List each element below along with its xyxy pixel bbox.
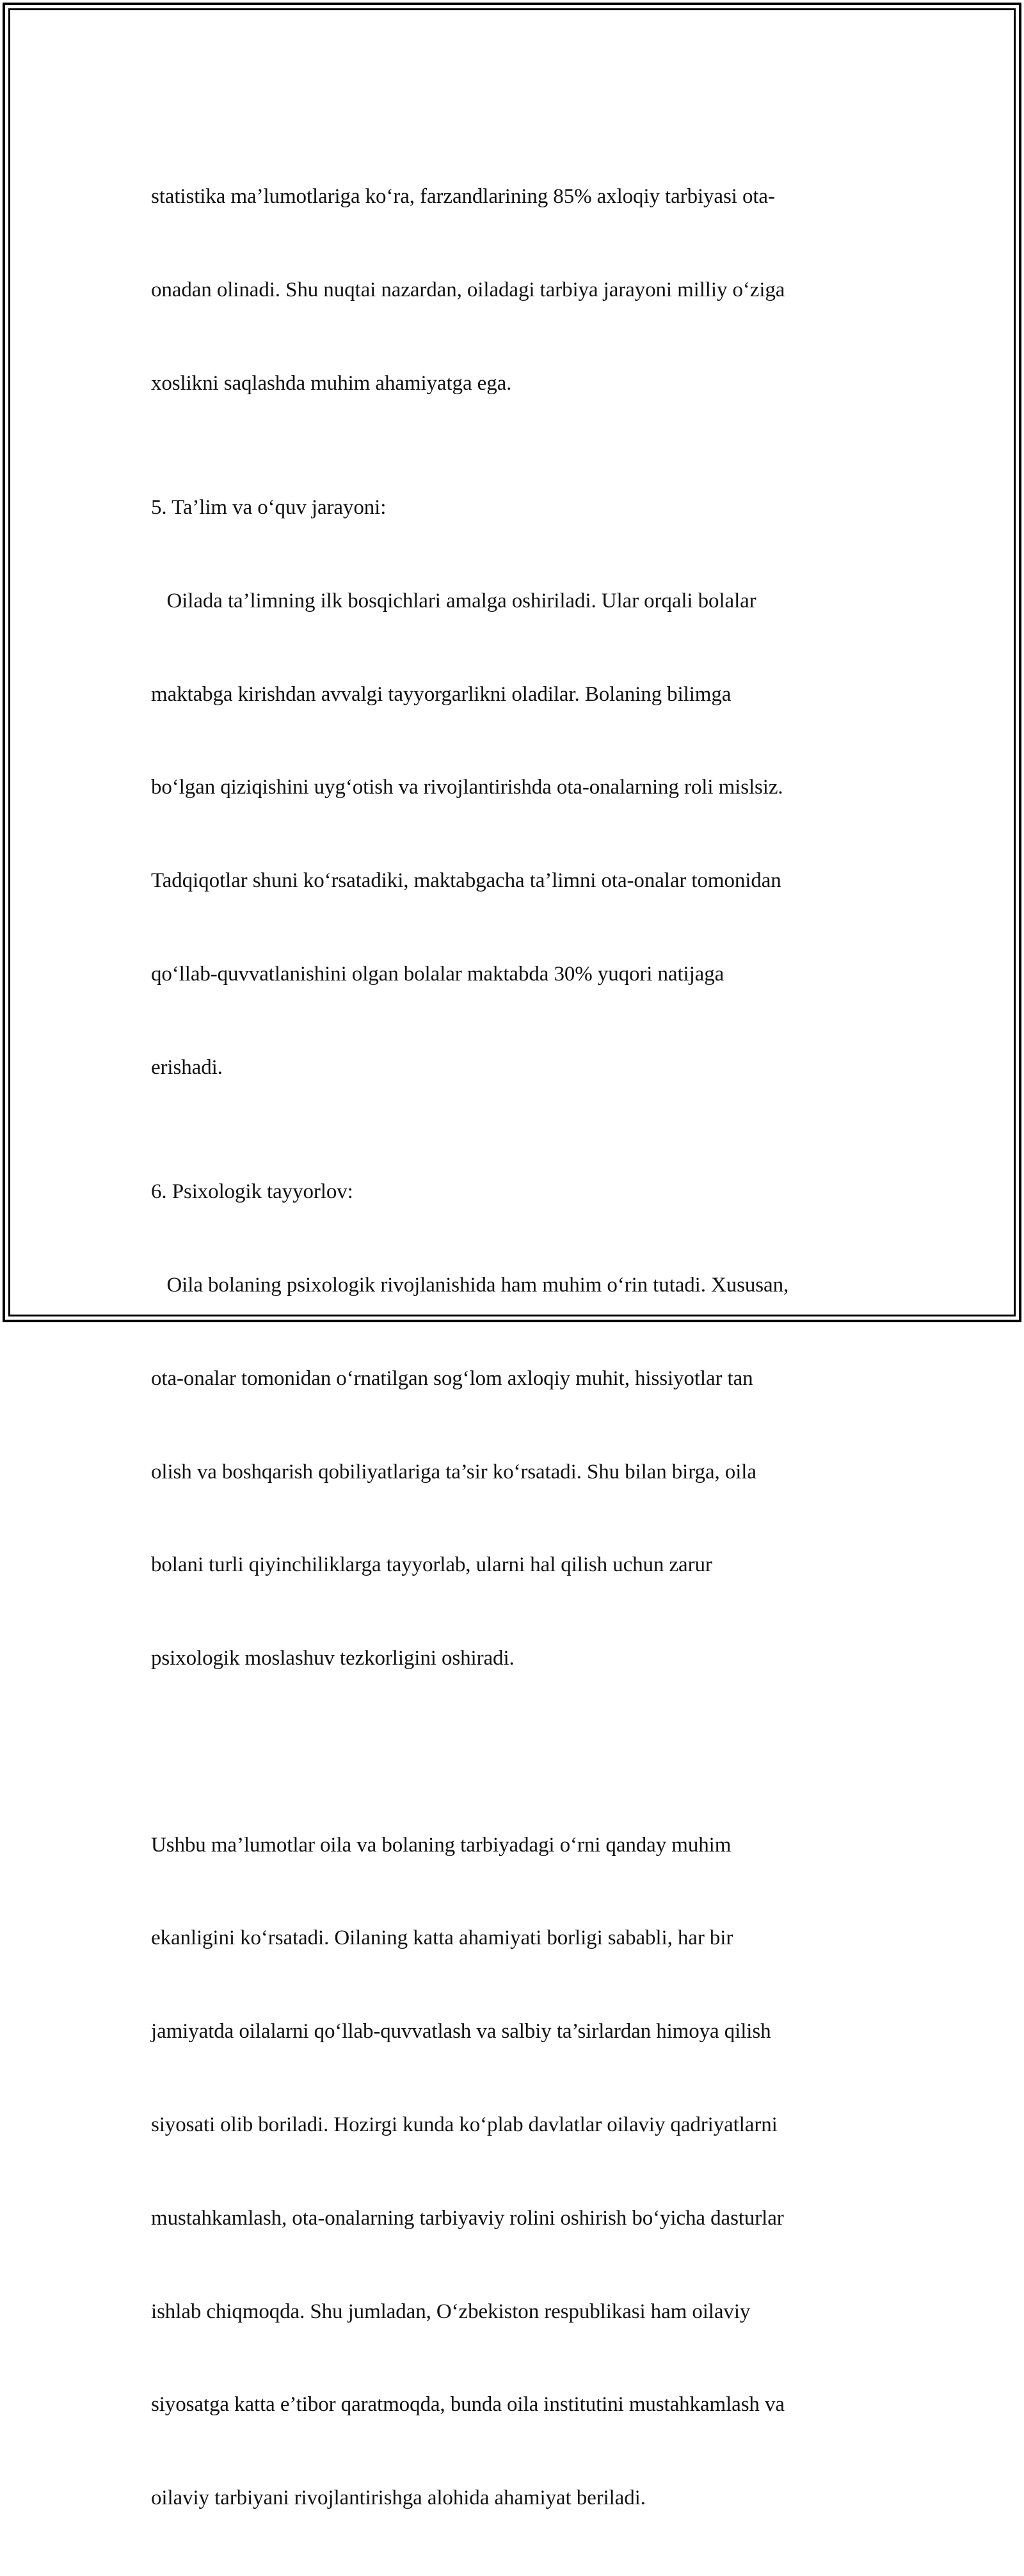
text-line: ota-onalar tomonidan o‘rnatilgan sog‘lom axloqiy muhit, hissiyotlar tan (151, 1366, 753, 1390)
text-line: bolani turli qiyinchiliklarga tayyorlab, ularni hal qilish uchun zarur (151, 1553, 712, 1577)
text-line: ekanligini ko‘rsatadi. Oilaning katta ahamiyati borligi sababli, har bir (151, 1926, 733, 1950)
text-line: Ushbu ma’lumotlar oila va bolaning tarbiyadagi o‘rni qanday muhim (151, 1833, 732, 1857)
text-line: ishlab chiqmoqda. Shu jumladan, O‘zbekiston respublikasi ham oilaviy (151, 2300, 751, 2323)
text-line: jamiyatda oilalarni qo‘llab-quvvatlash va salbiy ta’sirlardan himoya qilish (151, 2020, 771, 2044)
section-paragraph (151, 524, 874, 1146)
text-line: siyosati olib boriladi. Hozirgi kunda ko‘plab davlatlar oilaviy qadriyatlarni (151, 2113, 778, 2136)
paragraph-gap (151, 1736, 874, 1768)
section-paragraph (151, 1208, 874, 1736)
text-line: statistika ma’lumotlariga ko‘ra, farzandlarining 85% axloqiy tarbiyasi ota- (151, 185, 775, 209)
text-line: qo‘llab-quvvatlanishini olgan bolalar maktabda 30% yuqori natijaga (151, 963, 724, 986)
text-line: mustahkamlash, ota-onalarning tarbiyaviy rolini oshirish bo‘yicha dasturlar (151, 2206, 784, 2230)
text-line: olish va boshqarish qobiliyatlariga ta’sir ko‘rsatadi. Shu bilan birga, oila (151, 1460, 756, 1484)
text-line: siyosatga katta e’tibor qaratmoqda, bunda oila institutini mustahkamlash va (151, 2393, 785, 2417)
text-line: erishadi. (151, 1055, 223, 1079)
section-heading: 6. Psixologik tayyorlov: (151, 1180, 353, 1204)
section-heading: 5. Ta’lim va o‘quv jarayoni: (151, 496, 387, 520)
text-line: bo‘lgan qiziqishini uyg‘otish va rivojlantirishda ota-onalarning roli mislsiz. (151, 776, 783, 799)
text-line: Oilada ta’limning ilk bosqichlari amalga oshiriladi. Ular orqali bolalar (151, 589, 756, 612)
intro-paragraph (151, 119, 874, 461)
text-line: xoslikni saqlashda muhim ahamiyatga ega. (151, 371, 512, 395)
section-5 (151, 492, 874, 1145)
text-line: oilaviy tarbiyani rivojlantirishga alohida ahamiyat beriladi. (151, 2486, 646, 2510)
document-body (151, 119, 874, 2576)
text-line: Tadqiqotlar shuni ko‘rsatadiki, maktabgacha ta’limni ota-onalar tomonidan (151, 869, 781, 893)
text-line: Oila bolaning psixologik rivojlanishida ham muhim o‘rin tutadi. Xususan, (151, 1273, 789, 1297)
text-line: psixologik moslashuv tezkorligini oshiradi. (151, 1647, 515, 1670)
conclusion-paragraph (151, 1767, 874, 2575)
text-line: onadan olinadi. Shu nuqtai nazardan, oiladagi tarbiya jarayoni milliy o‘ziga (151, 278, 785, 301)
paragraph-gap (151, 461, 874, 493)
section-6 (151, 1176, 874, 1736)
text-line: maktabga kirishdan avvalgi tayyorgarlikni oladilar. Bolaning bilimga (151, 682, 732, 706)
paragraph-gap (151, 1146, 874, 1177)
